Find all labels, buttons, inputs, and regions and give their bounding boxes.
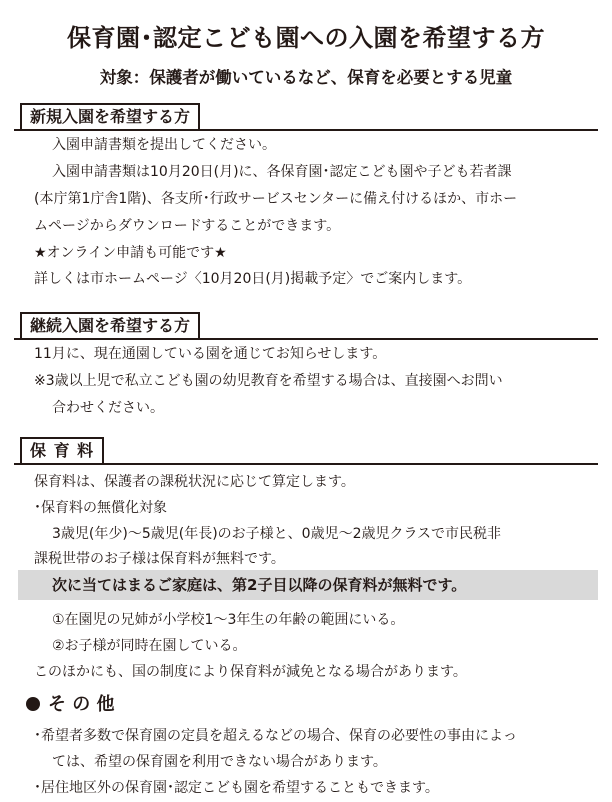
other-line-2: ては、希望の保育園を利用できない場合があります。 [52, 754, 387, 770]
section-fees-heading: 保 育 料 [20, 437, 104, 465]
section-other-heading: そ の 他 [48, 694, 115, 715]
fees-condition-2: ②お子様が同時在園している。 [52, 638, 247, 654]
fees-line-3: 3歳児(年少)～5歳児(年長)のお子様と、0歳児～2歳児クラスで市民税非 [52, 526, 502, 542]
fees-line-1: 保育料は、保護者の課税状況に応じて算定します。 [34, 474, 355, 490]
new-line-5: ★オンライン申請も可能です★ [34, 245, 227, 261]
fees-note: このほかにも、国の制度により保育料が減免となる場合があります。 [34, 664, 467, 680]
fees-condition-1: ①在園児の兄姉が小学校1～3年生の年齢の範囲にいる。 [52, 612, 405, 628]
new-line-3: (本庁第1庁舎1階)、各支所･行政サービスセンターに備え付けるほか、市ホー [34, 191, 518, 207]
new-line-6: 詳しくは市ホームページ〈10月20日(月)掲載予定〉でご案内します。 [34, 271, 472, 287]
fees-line-4: 課税世帯のお子様は保育料が無料です。 [34, 551, 285, 567]
section-new-header [14, 103, 598, 131]
section-other-heading-wrap [26, 694, 115, 716]
other-line-1: ･希望者多数で保育園の定員を超えるなどの場合、保育の必要性の事由によっ [34, 728, 517, 744]
section-continuing-heading: 継続入園を希望する方 [20, 312, 200, 340]
page-title: 保育園･認定こども園への入園を希望する方 [67, 24, 545, 52]
highlight-text: 次に当てはまるご家庭は、第2子目以降の保育料が無料です。 [52, 576, 467, 594]
fees-line-2: ･保育料の無償化対象 [34, 500, 167, 516]
section-continuing-header [14, 312, 598, 340]
page-subtitle: 対象：保護者が働いているなど、保育を必要とする児童 [99, 68, 513, 87]
new-line-1: 入園申請書類を提出してください。 [52, 137, 276, 153]
section-fees-header [14, 437, 598, 465]
section-new-heading: 新規入園を希望する方 [20, 103, 200, 131]
bullet-dot-icon [26, 697, 40, 711]
new-line-2: 入園申請書類は10月20日(月)に、各保育園･認定こども園や子ども若者課 [52, 164, 512, 180]
continuing-line-2: ※3歳以上児で私立こども園の幼児教育を希望する場合は、直接園へお問い [34, 373, 503, 389]
other-line-3: ･居住地区外の保育園･認定こども園を希望することもできます。 [34, 780, 439, 796]
continuing-line-3: 合わせください。 [52, 400, 164, 416]
continuing-line-1: 11月に、現在通園している園を通じてお知らせします。 [34, 346, 387, 362]
new-line-4: ムページからダウンロードすることができます。 [34, 218, 341, 234]
